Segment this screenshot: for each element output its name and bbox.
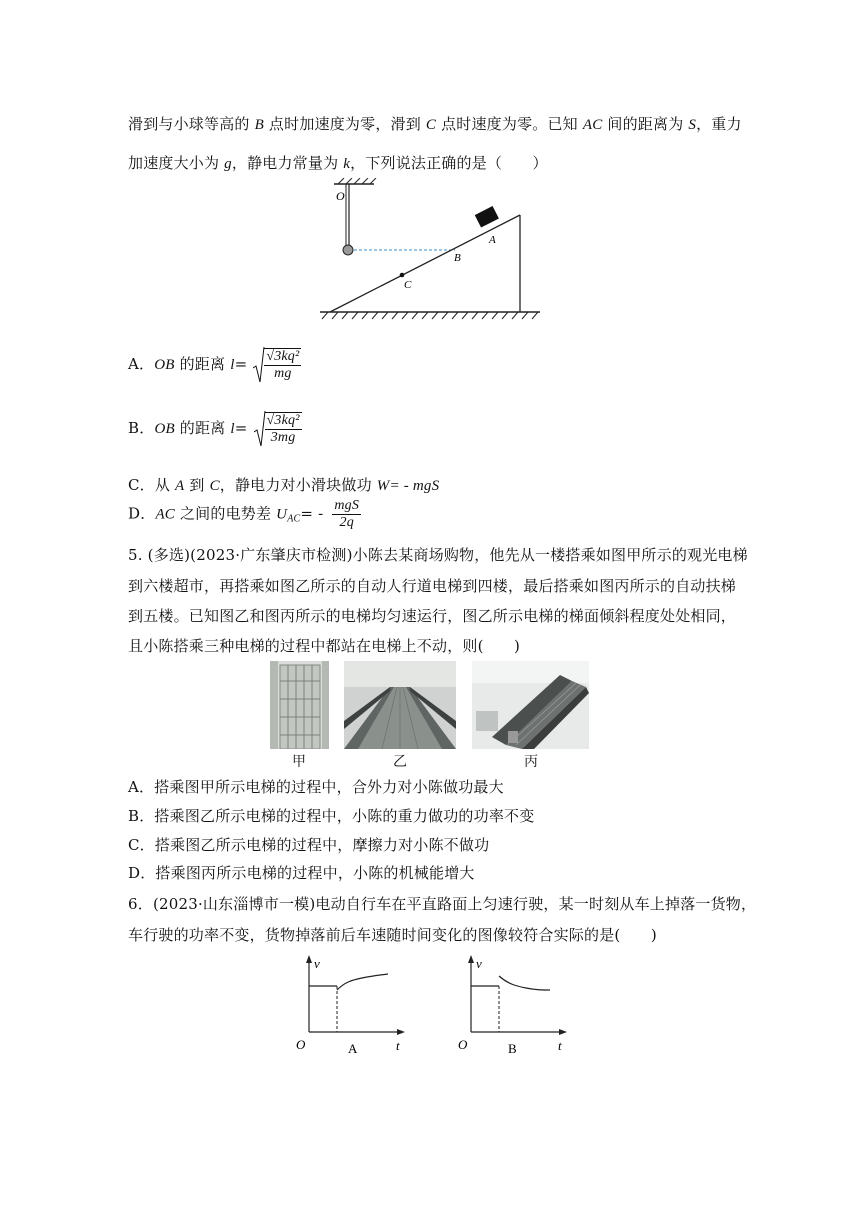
q5-line-1: 5. (多选)(2023·广东肇庆市检测)小陈去某商场购物，他先从一楼搭乘如图甲所示的观光电梯 <box>128 546 748 564</box>
q5-option-b: B．搭乘图乙所示电梯的过程中，小陈的重力做功的功率不变 <box>128 807 535 825</box>
problem-text-line-1 <box>128 113 742 134</box>
equals: = <box>234 355 248 373</box>
label-a: A <box>489 234 496 246</box>
v-axis-label: v <box>314 956 320 971</box>
q5-line-4: 且小陈搭乘三种电梯的过程中都站在电梯上不动，则( ) <box>128 637 521 655</box>
text-fragment: 点时速度为零。已知 <box>436 115 583 133</box>
c-var: C <box>209 478 220 494</box>
graph-a-caption: A <box>348 1041 358 1056</box>
text-fragment: ，静电力常量为 <box>231 154 344 172</box>
work-value: = - mgS <box>389 478 440 494</box>
text-fragment: ，静电力对小滑块做功 <box>219 476 377 494</box>
u-var: U <box>276 506 288 523</box>
text-fragment: 点时加速度为零，滑到 <box>263 115 426 133</box>
equals: = - <box>300 504 324 523</box>
g-var: g <box>224 156 232 172</box>
t-axis-label: t <box>558 1038 562 1053</box>
option-a <box>128 346 301 384</box>
ac-var: AC <box>582 117 603 133</box>
q5-option-d: D．搭乘图丙所示电梯的过程中，小陈的机械能增大 <box>128 864 475 882</box>
label-b: B <box>454 252 461 264</box>
l-var: l <box>230 357 235 373</box>
graph-b-caption: B <box>508 1041 517 1056</box>
photo-escalator <box>472 661 589 749</box>
graph-a <box>290 952 420 1062</box>
fraction-numerator: √3kq² <box>266 413 300 428</box>
option-prefix: B． <box>128 419 155 437</box>
q5-line-2: 到六楼超市，再搭乘如图乙所示的自动人行道电梯到四楼，最后搭乘如图丙所示的自动扶梯 <box>128 577 737 595</box>
graph-b <box>452 952 582 1062</box>
option-d <box>128 498 361 531</box>
fraction-denominator: mg <box>274 366 292 381</box>
v-axis-label: v <box>476 956 482 971</box>
fraction-denominator: 3mg <box>270 430 296 445</box>
ac-var: AC <box>155 506 176 523</box>
w-var: W <box>376 478 390 494</box>
point-b-var: B <box>254 117 264 133</box>
text-fragment: ，重力 <box>696 115 742 133</box>
caption-jia: 甲 <box>292 754 306 770</box>
option-prefix: D． <box>128 504 156 523</box>
option-c <box>128 474 439 495</box>
u-subscript: AC <box>287 513 301 525</box>
q5-line-3: 到五楼。已知图乙和图丙所示的电梯均匀速运行，图乙所示电梯的梯面倾斜程度处处相同， <box>128 607 737 625</box>
photo-moving-walkway <box>344 661 456 749</box>
caption-bing: 丙 <box>524 754 538 770</box>
a-var: A <box>175 478 185 494</box>
l-var: l <box>230 421 235 437</box>
text-fragment: ，下列说法正确的是（ ） <box>350 154 548 172</box>
incline-pendulum-figure <box>318 178 544 326</box>
fraction-denominator: 2q <box>339 515 354 530</box>
text-fragment: 加速度大小为 <box>128 154 225 172</box>
s-var: S <box>688 117 697 133</box>
option-prefix: C．从 <box>128 476 176 494</box>
origin-label: O <box>296 1037 306 1052</box>
ob-var: OB <box>154 357 175 373</box>
equals: = <box>234 419 248 437</box>
k-var: k <box>343 156 351 172</box>
text-fragment: 到 <box>184 476 210 494</box>
label-c: C <box>404 279 412 291</box>
caption-yi: 乙 <box>393 754 407 770</box>
text-fragment: 滑到与小球等高的 <box>128 115 255 133</box>
text-fragment: 的距离 <box>174 355 231 373</box>
point-c-var: C <box>425 117 437 133</box>
fraction-numerator: mgS <box>334 498 360 513</box>
photo-sightseeing-elevator <box>270 661 329 749</box>
q6-line-1: 6．(2023·山东淄博市一模)电动自行车在平直路面上匀速行驶，某一时刻从车上掉落一货物， <box>128 895 757 913</box>
t-axis-label: t <box>396 1038 400 1053</box>
option-prefix: A． <box>128 355 155 373</box>
ob-var: OB <box>154 421 175 437</box>
text-fragment: 的距离 <box>174 419 231 437</box>
q5-option-c: C．搭乘图乙所示电梯的过程中，摩擦力对小陈不做功 <box>128 836 490 854</box>
text-fragment: 之间的电势差 <box>175 504 277 523</box>
option-b <box>128 410 302 448</box>
text-fragment: 间的距离为 <box>602 115 689 133</box>
q6-line-2: 车行驶的功率不变，货物掉落前后车速随时间变化的图像较符合实际的是( ) <box>128 926 657 944</box>
label-o: O <box>336 189 345 203</box>
fraction-numerator: √3kq² <box>266 349 300 364</box>
origin-label: O <box>458 1037 468 1052</box>
q5-option-a: A．搭乘图甲所示电梯的过程中，合外力对小陈做功最大 <box>128 778 504 796</box>
problem-text-line-2 <box>128 152 548 173</box>
